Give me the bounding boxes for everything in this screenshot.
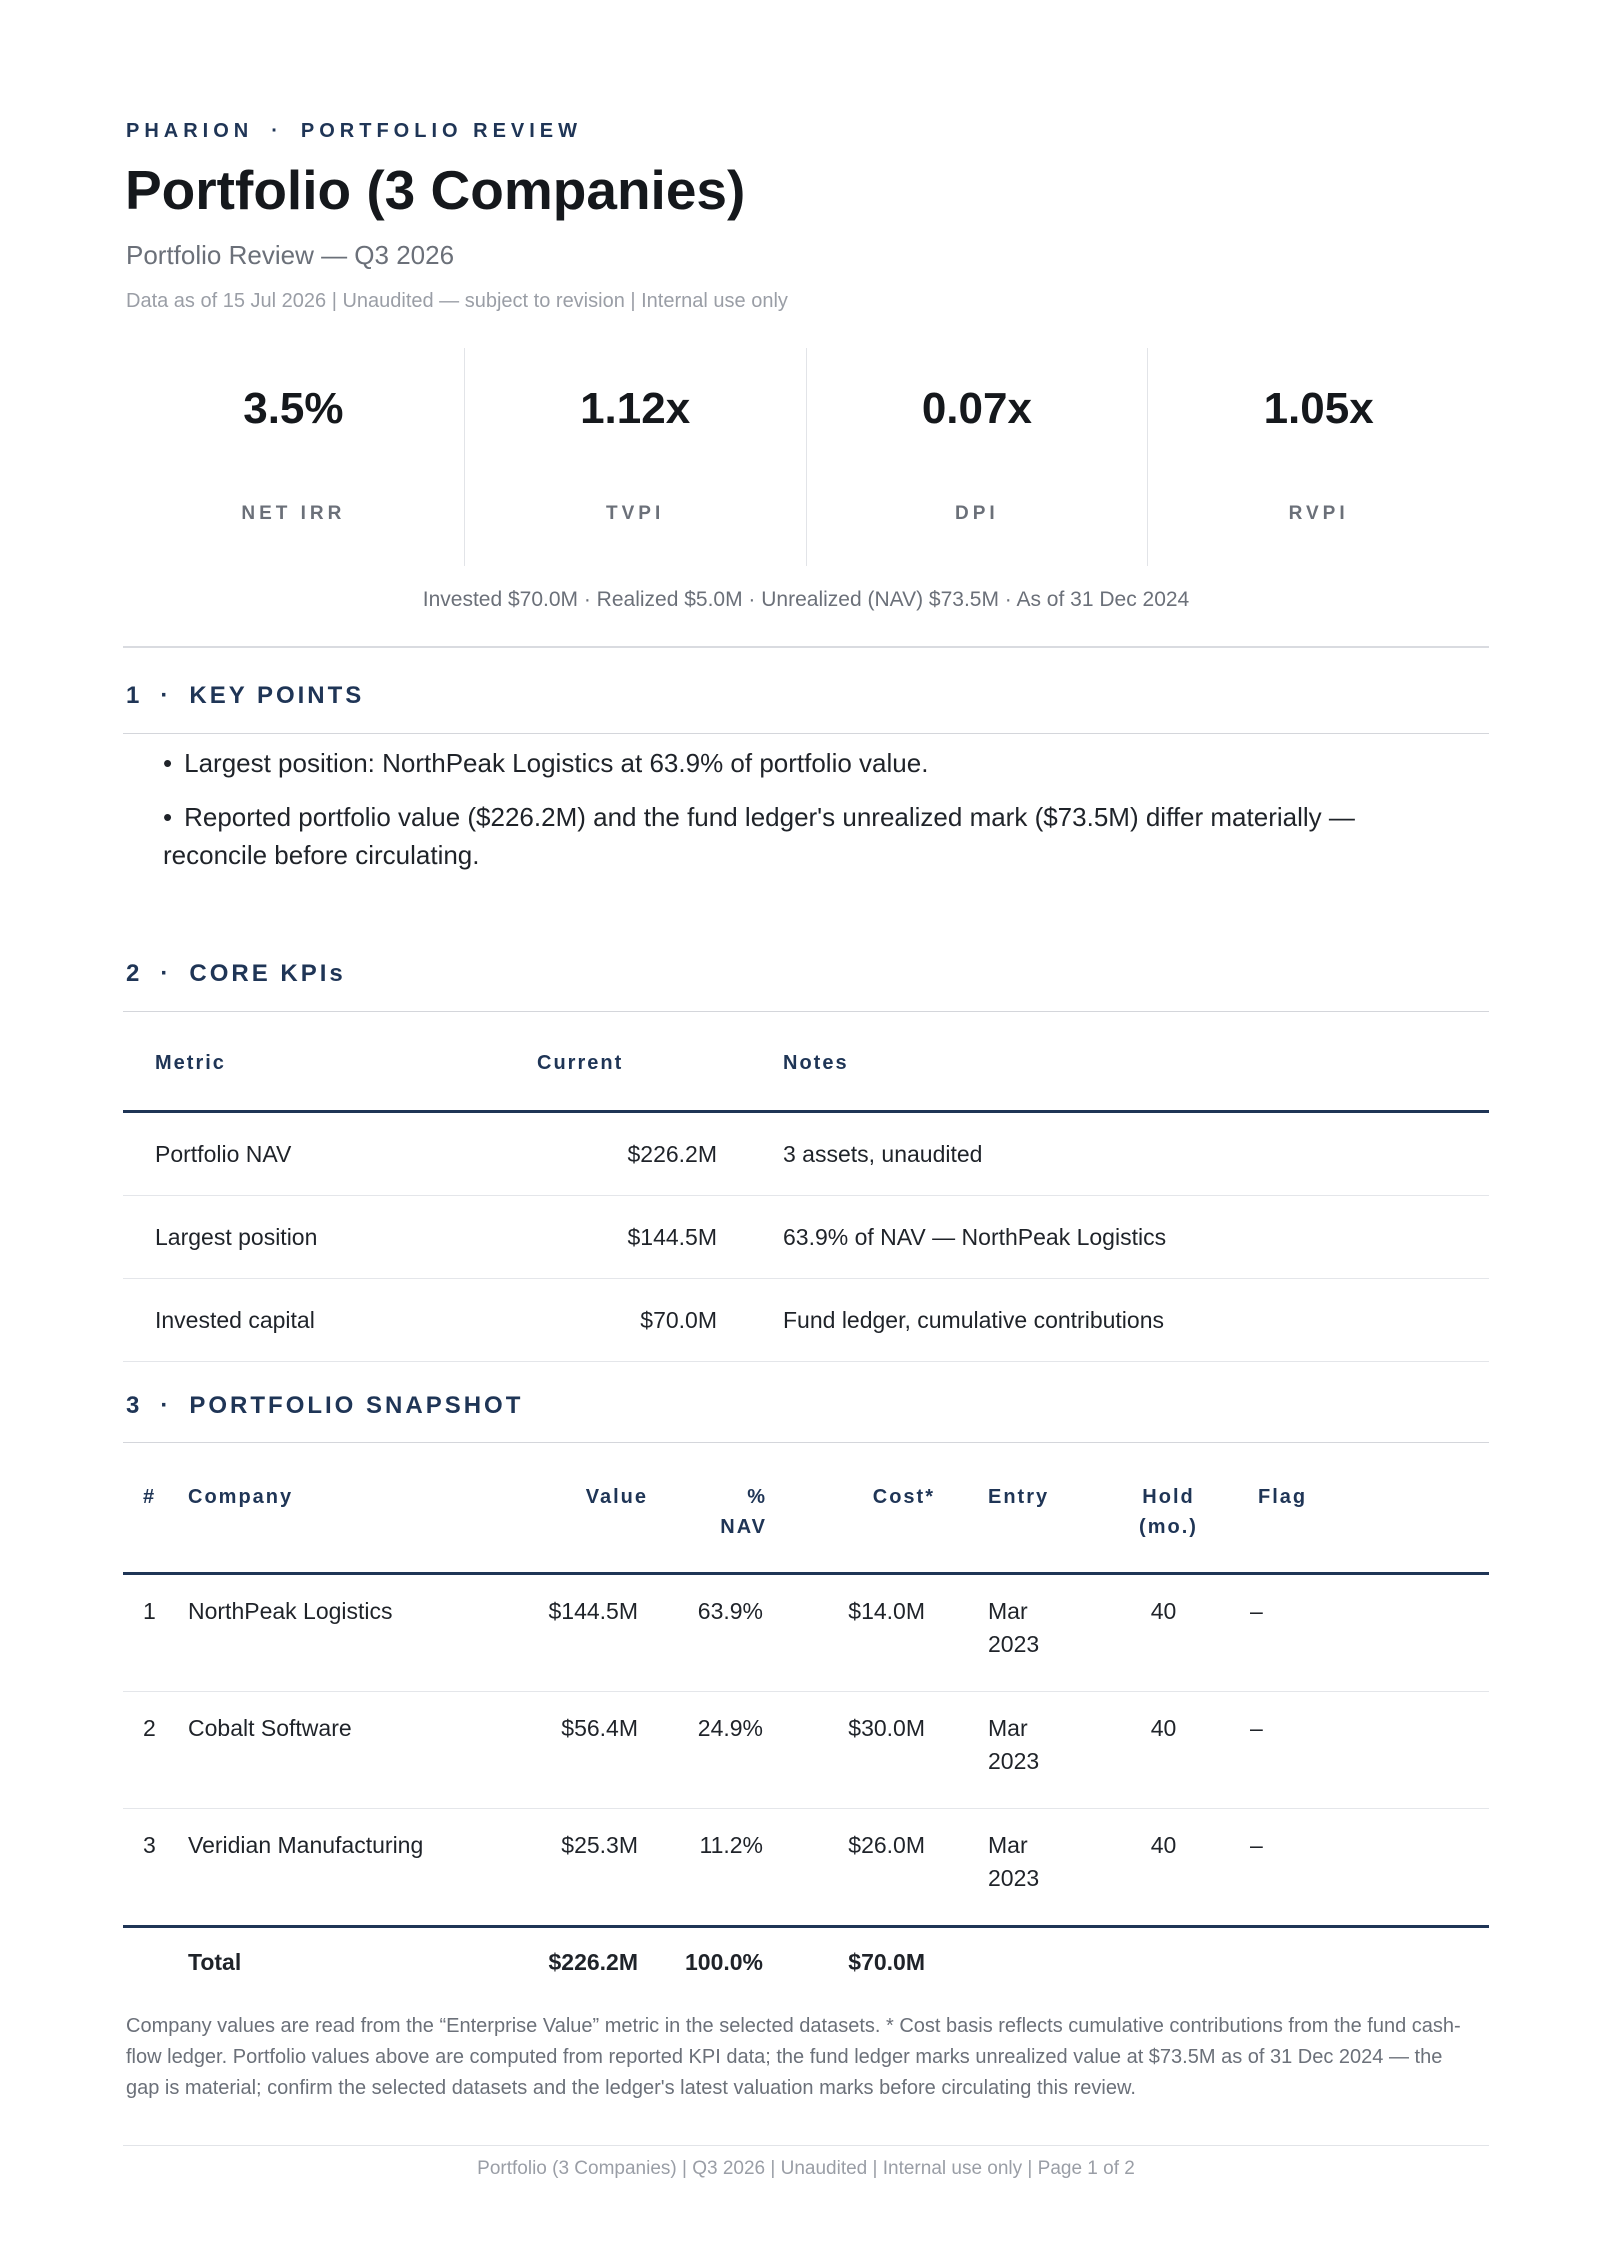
table-row [123, 1112, 1489, 1196]
core-kpis-table [123, 1016, 1489, 1362]
cell-empty [957, 1927, 1107, 1997]
table-total-row [123, 1927, 1489, 1997]
cell-company: Cobalt Software [178, 1692, 505, 1809]
section-separator: · [160, 960, 172, 987]
section-heading-portfolio-snapshot [126, 1392, 523, 1420]
cell-metric: Invested capital [123, 1279, 417, 1362]
table-footnote: Company values are read from the “Enterprise Value” metric in the selected datasets. * Cost basis reflects cumulative contributions from the fund cash-flow ledger. Portfolio values above are computed from reported KPI data; the fund ledger marks unrealized value at $73.5M as of 31 Dec 2024 — the gap is material; confirm the selected datasets and the ledger's latest valuation marks before circulating this review. [126, 2015, 1461, 2099]
list-item: • Largest position: NorthPeak Logistics at 63.9% of portfolio value. [163, 748, 929, 778]
section-underline [123, 1011, 1489, 1012]
cell-total-cost: $70.0M [793, 1927, 957, 1997]
cell-flag: – [1230, 1692, 1489, 1809]
table-row [123, 1279, 1489, 1362]
list-item: • Reported portfolio value ($226.2M) and the fund ledger's unrealized mark ($73.5M) differ materially — reconcile before circulating. [163, 802, 1355, 870]
section-heading-key-points [126, 682, 364, 710]
table-header-row [123, 1446, 1489, 1574]
column-header-value: Value [505, 1446, 670, 1574]
section-divider [123, 646, 1489, 648]
table-row [123, 1692, 1489, 1809]
cell-hold: 40 [1150, 1832, 1177, 1858]
section-underline [123, 733, 1489, 734]
kpi-label: DPI [955, 503, 999, 524]
cell-total-label: Total [178, 1927, 505, 1997]
eyebrow-label: PORTFOLIO REVIEW [300, 120, 583, 142]
kpi-label: RVPI [1288, 503, 1349, 524]
kpi-strip [123, 348, 1489, 566]
kpi-label: TVPI [606, 503, 665, 524]
cell-pct-nav: 63.9% [670, 1574, 793, 1692]
data-disclaimer: Data as of 15 Jul 2026 | Unaudited — subject to revision | Internal use only [126, 290, 788, 312]
portfolio-snapshot-table [123, 1446, 1489, 1996]
cell-number: 2 [123, 1692, 178, 1809]
cell-notes: Fund ledger, cumulative contributions [777, 1279, 1489, 1362]
kpi-label: NET IRR [241, 503, 346, 524]
page-footer: Portfolio (3 Companies) | Q3 2026 | Unaudited | Internal use only | Page 1 of 2 [477, 2158, 1135, 2179]
cell-notes: 3 assets, unaudited [777, 1112, 1489, 1196]
cell-value: $144.5M [505, 1574, 670, 1692]
cell-value: $56.4M [505, 1692, 670, 1809]
column-header-entry: Entry [957, 1446, 1107, 1574]
section-separator: · [160, 682, 172, 709]
list-item-text: Largest position: NorthPeak Logistics at 63.9% of portfolio value. [184, 748, 929, 778]
cell-metric: Portfolio NAV [123, 1112, 417, 1196]
cell-cost: $26.0M [848, 1832, 925, 1858]
cell-total-value: $226.2M [505, 1927, 670, 1997]
cell-metric: Largest position [123, 1196, 417, 1279]
cell-pct-nav: 24.9% [670, 1692, 793, 1809]
section-number: 1 [126, 682, 143, 709]
kpi-card-net-irr [123, 348, 465, 566]
section-title: KEY POINTS [189, 682, 365, 709]
kpi-value: 1.05x [1263, 384, 1374, 433]
kpi-summary: Invested $70.0M · Realized $5.0M · Unrealized (NAV) $73.5M · As of 31 Dec 2024 [422, 588, 1190, 611]
cell-value: $25.3M [561, 1832, 638, 1858]
cell-number: 1 [123, 1574, 178, 1692]
brand-name: PHARION [126, 120, 254, 142]
cell-empty [1230, 1927, 1489, 1997]
column-header-notes: Notes [777, 1016, 1489, 1112]
section-separator: · [160, 1392, 172, 1419]
column-header-flag: Flag [1230, 1446, 1489, 1574]
cell-entry: Mar 2023 [957, 1574, 1107, 1692]
cell-number [123, 1927, 178, 1997]
footer-divider [123, 2145, 1489, 2146]
section-heading-core-kpis [126, 960, 346, 988]
column-header-company: Company [178, 1446, 505, 1574]
kpi-card-tvpi [465, 348, 807, 566]
cell-total-pct-nav: 100.0% [670, 1927, 793, 1997]
column-header-cost: Cost* [793, 1446, 957, 1574]
kpi-value: 0.07x [921, 384, 1032, 433]
eyebrow-separator: · [271, 120, 283, 142]
section-number: 2 [126, 960, 143, 987]
cell-current: $226.2M [417, 1112, 777, 1196]
column-header-current: Current [417, 1016, 777, 1112]
cell-hold: 40 [1107, 1574, 1230, 1692]
kpi-card-dpi [807, 348, 1149, 566]
cell-company: Veridian Manufacturing [188, 1832, 424, 1858]
column-header-number: # [123, 1446, 178, 1574]
column-header-metric: Metric [123, 1016, 417, 1112]
cell-pct-nav: 11.2% [699, 1832, 763, 1858]
table-header-row [123, 1016, 1489, 1112]
page-title: Portfolio (3 Companies) [125, 159, 746, 221]
section-number: 3 [126, 1392, 143, 1419]
kpi-value: 3.5% [243, 384, 344, 433]
cell-empty [1107, 1927, 1230, 1997]
cell-current: $144.5M [417, 1196, 777, 1279]
cell-hold: 40 [1107, 1692, 1230, 1809]
list-item-text: Reported portfolio value ($226.2M) and the fund ledger's unrealized mark ($73.5M) differ materially — reconcile before circulating. [163, 802, 1355, 870]
section-title: CORE KPIs [189, 960, 346, 987]
kpi-card-rvpi [1148, 348, 1489, 566]
cell-entry: Mar 2023 [988, 1832, 1040, 1891]
cell-company: NorthPeak Logistics [178, 1574, 505, 1692]
cell-flag: – [1250, 1832, 1263, 1858]
report-eyebrow [126, 120, 582, 143]
section-title: PORTFOLIO SNAPSHOT [189, 1392, 524, 1419]
cell-notes: 63.9% of NAV — NorthPeak Logistics [777, 1196, 1489, 1279]
table-row [123, 1196, 1489, 1279]
cell-flag: – [1230, 1574, 1489, 1692]
table-row [123, 1809, 1489, 1927]
page-subtitle: Portfolio Review — Q3 2026 [126, 240, 455, 270]
cell-cost: $30.0M [793, 1692, 957, 1809]
section-underline [123, 1442, 1489, 1443]
cell-number: 3 [143, 1832, 156, 1858]
cell-entry: Mar 2023 [957, 1692, 1107, 1809]
table-row [123, 1574, 1489, 1692]
key-points-list [163, 744, 1453, 890]
cell-current: $70.0M [417, 1279, 777, 1362]
column-header-pct-nav: % NAV [670, 1446, 793, 1574]
column-header-hold: Hold (mo.) [1107, 1446, 1230, 1574]
kpi-value: 1.12x [580, 384, 691, 433]
cell-cost: $14.0M [793, 1574, 957, 1692]
